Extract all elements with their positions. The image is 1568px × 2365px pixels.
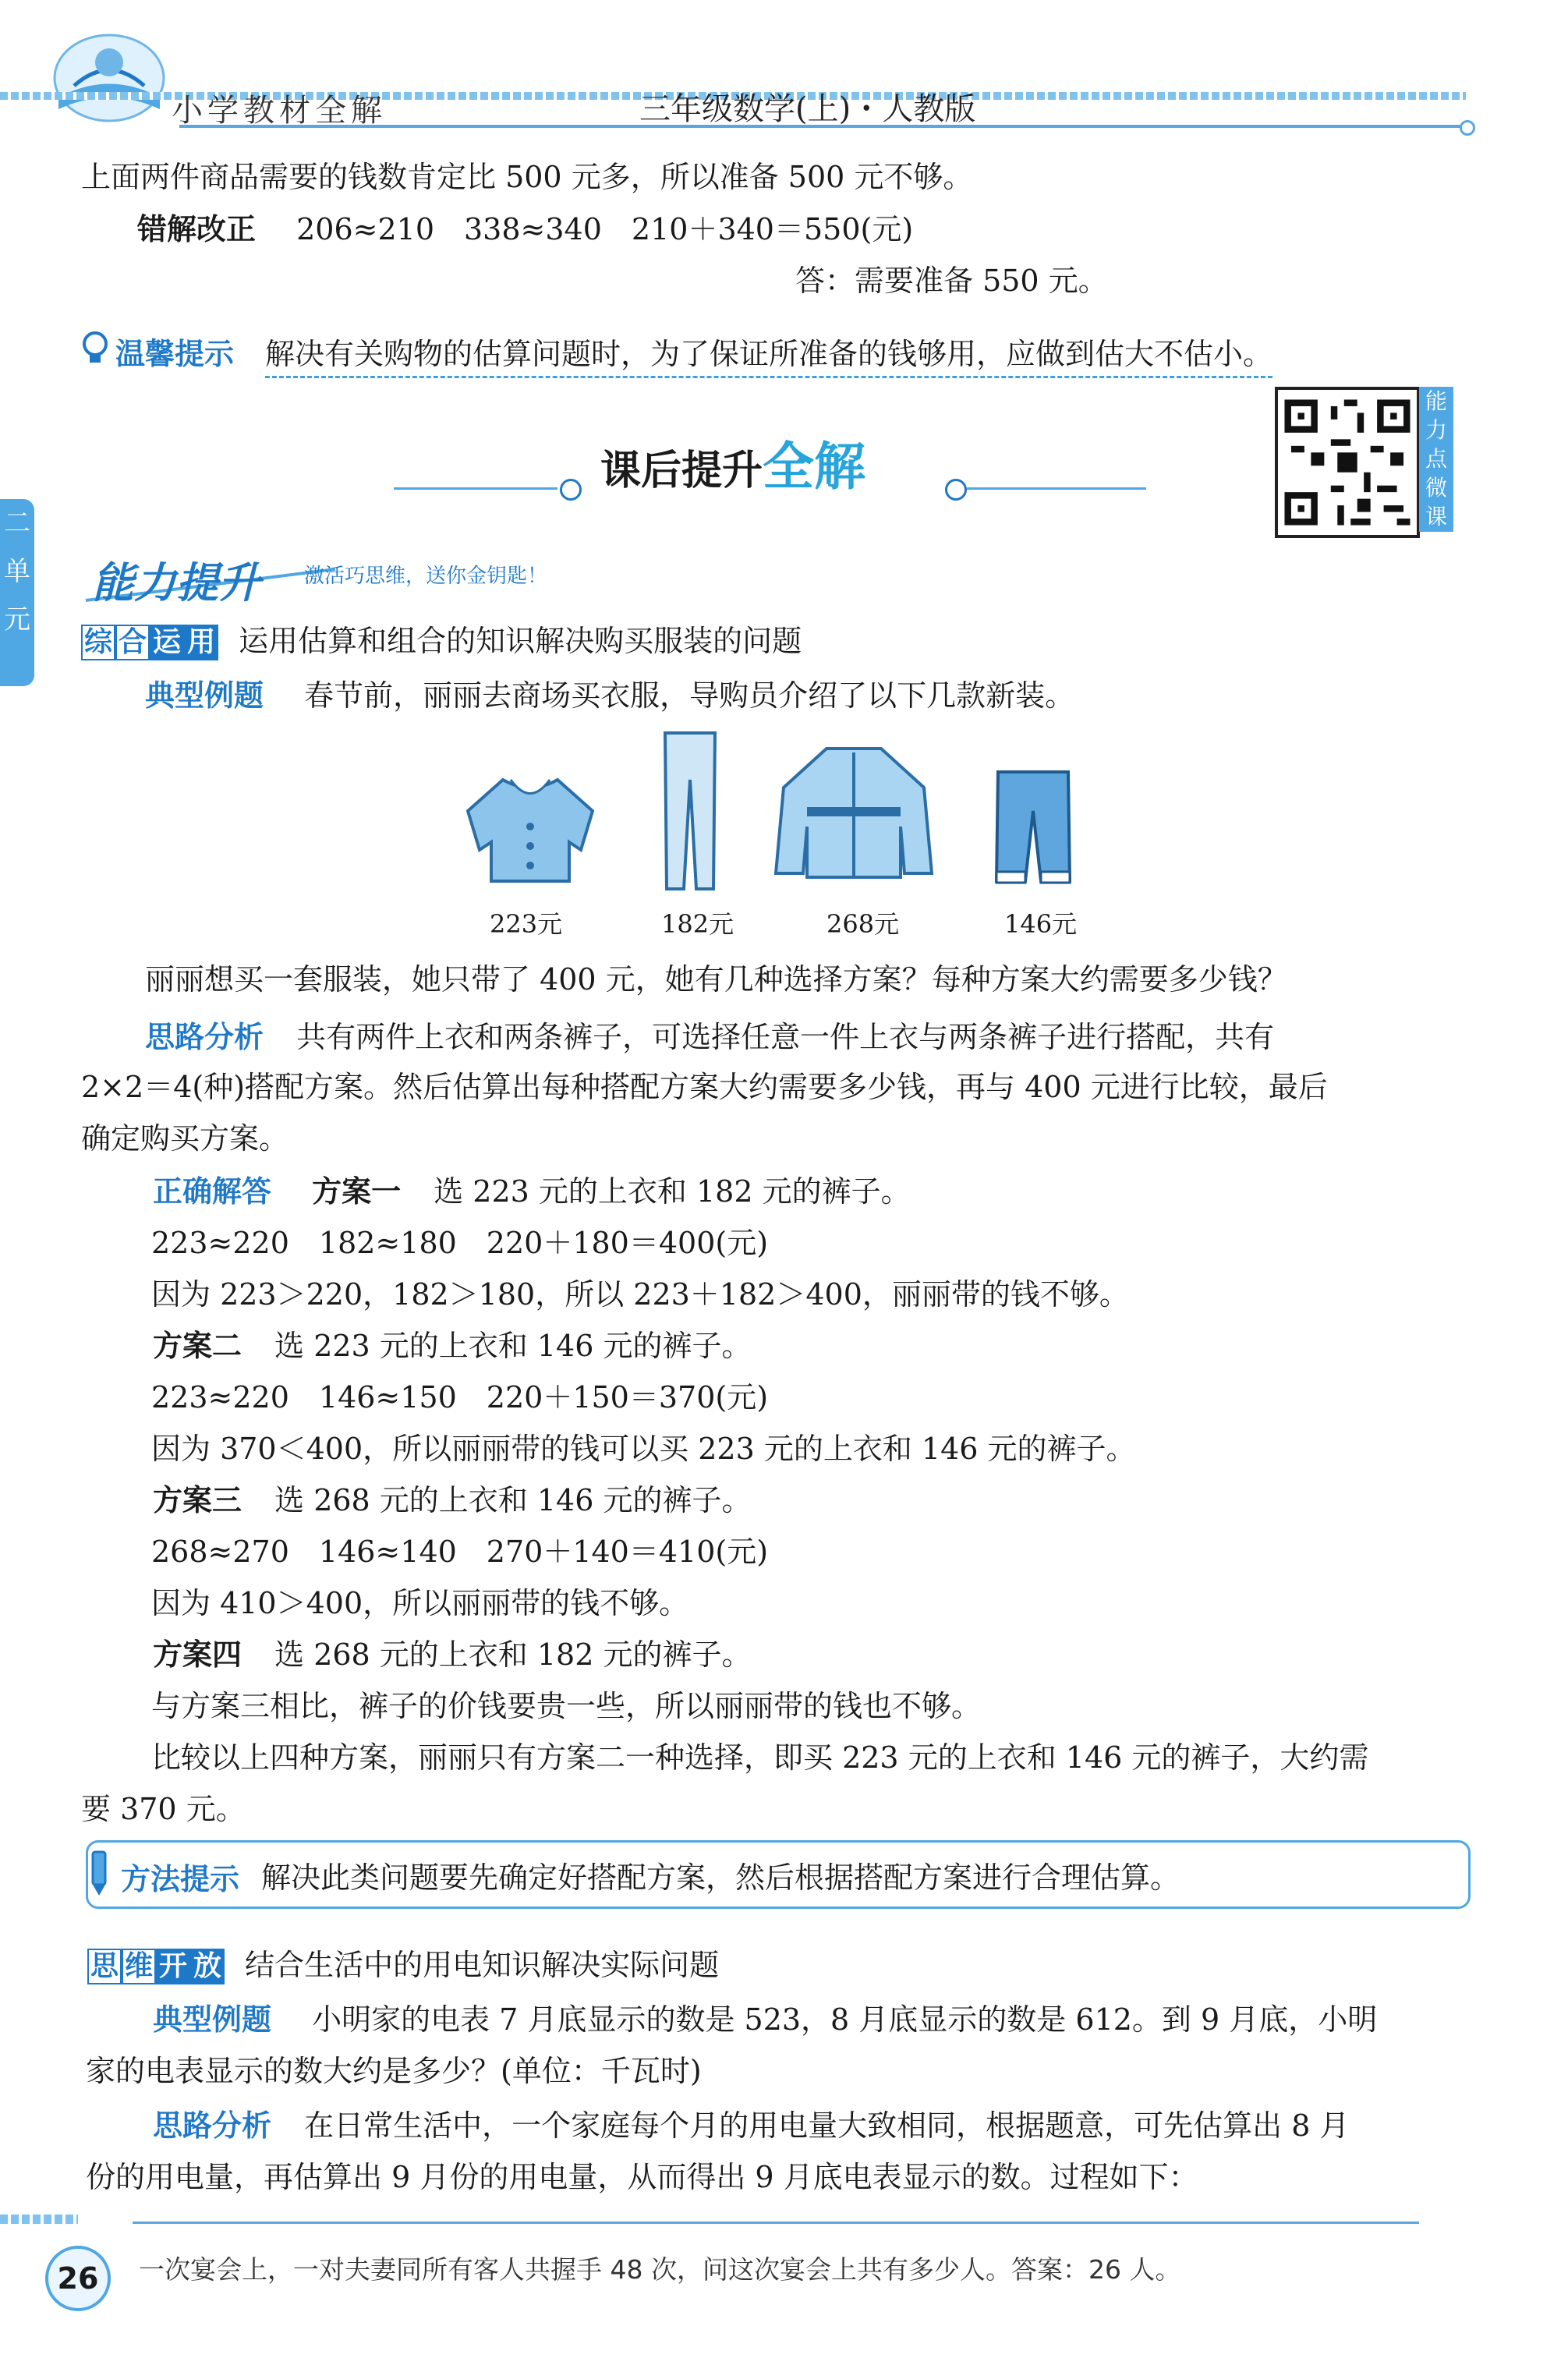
plan-text: 选 223 元的上衣和 182 元的裤子。 — [434, 1174, 911, 1209]
method-tip-text: 解决此类问题要先确定好搭配方案，然后根据搭配方案进行合理估算。 — [261, 1860, 1180, 1895]
topic1-heading — [81, 616, 802, 666]
price-pants: 146元 — [1004, 909, 1078, 939]
unit-side-tab — [0, 499, 34, 686]
footer-rule — [133, 2222, 1419, 2224]
topic1-example — [145, 671, 1074, 720]
plan-text: 选 223 元的上衣和 146 元的裤子。 — [274, 1329, 752, 1363]
topic2-example-row2: 家的电表显示的数大约是多少？(单位：千瓦时) — [86, 2054, 702, 2088]
book-title: 三年级数学(上)・人教版 — [639, 91, 976, 127]
analysis-row2: 2×2＝4(种)搭配方案。然后估算出每种搭配方案大约需要多少钱，再与 400 元进行比较，最后 — [81, 1070, 1328, 1104]
plan2-calc: 223≈220 146≈150 220＋150＝370(元) — [151, 1380, 769, 1414]
intro-line: 上面两件商品需要的钱数肯定比 500 元多，所以准备 500 元不够。 — [81, 160, 973, 194]
correction-row — [137, 204, 913, 254]
qr-label-char: 点 — [1425, 446, 1447, 472]
banner-rule-left — [394, 487, 557, 490]
plan-text: 选 268 元的上衣和 146 元的裤子。 — [274, 1483, 752, 1517]
analysis-text: 在日常生活中，一个家庭每个月的用电量大致相同，根据题意，可先估算出 8 月 — [304, 2108, 1350, 2143]
topic2-analysis-row1 — [153, 2101, 1349, 2151]
plan2-reason: 因为 370＜400，所以丽丽带的钱可以买 223 元的上衣和 146 元的裤子。 — [151, 1432, 1136, 1466]
ability-subtitle: 激活巧思维，送你金钥匙！ — [304, 565, 548, 588]
banner-prefix: 课后提升 — [600, 448, 763, 494]
topic-tag-char: 开 — [156, 1949, 190, 1984]
banner-dot-right — [945, 479, 967, 501]
example-label: 典型例题 — [153, 2002, 272, 2037]
series-title: 小学教材全解 — [172, 93, 387, 129]
qr-label-char: 课 — [1425, 504, 1447, 529]
section-banner — [600, 425, 865, 499]
answer-label: 正确解答 — [153, 1174, 272, 1209]
analysis-row3: 确定购买方案。 — [81, 1121, 289, 1156]
example-text: 小明家的电表 7 月底显示的数是 523，8 月底显示的数是 612。到 9 月底，小明 — [312, 2002, 1378, 2037]
jeans-icon — [659, 725, 721, 897]
price-jacket: 268元 — [826, 909, 900, 939]
banner-dot-left — [560, 479, 582, 501]
qr-code-icon[interactable] — [1275, 387, 1420, 538]
conclusion-line1: 比较以上四种方案，丽丽只有方案二一种选择，即买 223 元的上衣和 146 元的裤子，大约需 — [151, 1740, 1369, 1775]
plan1-calc: 223≈220 182≈180 220＋180＝400(元) — [151, 1226, 769, 1260]
topic-tag-char: 放 — [190, 1949, 225, 1984]
footer-bar — [0, 2215, 78, 2224]
banner-rule-right — [967, 487, 1146, 490]
example-label: 典型例题 — [145, 678, 264, 713]
topic2-heading — [87, 1940, 719, 1990]
correction-body: 206≈210 338≈340 210＋340＝550(元) — [296, 212, 914, 246]
side-tab-char: 二 — [4, 508, 30, 539]
qr-label-char: 力 — [1425, 417, 1447, 443]
lightbulb-icon — [78, 327, 112, 369]
conclusion-line2: 要 370 元。 — [81, 1792, 246, 1826]
qr-label-char: 微 — [1425, 475, 1447, 501]
topic1-title: 运用估算和组合的知识解决购买服装的问题 — [239, 624, 802, 658]
blouse-icon — [456, 764, 604, 889]
pants-icon — [990, 764, 1076, 889]
topic-tag-char: 用 — [184, 625, 218, 660]
price-jeans: 182元 — [661, 909, 734, 939]
answer-row — [153, 1167, 911, 1216]
qr-label-char: 能 — [1425, 388, 1447, 414]
plan3-reason: 因为 410＞400，所以丽丽带的钱不够。 — [151, 1586, 689, 1620]
qr-label — [1419, 387, 1453, 532]
plan4-reason: 与方案三相比，裤子的价钱要贵一些，所以丽丽带的钱也不够。 — [151, 1689, 982, 1723]
header-rule-end — [1460, 120, 1475, 136]
topic-tag-char: 思 — [87, 1949, 122, 1984]
plan-label: 方案四 — [153, 1637, 242, 1672]
topic-tag-char: 合 — [115, 625, 150, 660]
topic2-title: 结合生活中的用电知识解决实际问题 — [245, 1948, 720, 1982]
example-text: 春节前，丽丽去商场买衣服，导购员介绍了以下几款新装。 — [304, 678, 1075, 713]
correction-label: 错解改正 — [137, 212, 257, 246]
plan3-calc: 268≈270 146≈140 270＋140＝410(元) — [151, 1535, 769, 1569]
analysis-row1 — [145, 1012, 1274, 1062]
topic2-example-row1 — [153, 1995, 1377, 2045]
method-tip-label: 方法提示 — [121, 1862, 240, 1896]
method-tip-box — [86, 1840, 1471, 1909]
plan2-row — [153, 1321, 752, 1371]
plan-label: 方案二 — [153, 1329, 242, 1363]
warm-tip-label: 温馨提示 — [115, 337, 235, 371]
footer-riddle: 一次宴会上，一对夫妻同所有客人共握手 48 次，问这次宴会上共有多少人。答案：26 人。 — [139, 2254, 1181, 2285]
plan-label: 方案三 — [153, 1483, 242, 1517]
side-tab-char: 元 — [4, 604, 30, 636]
side-tab-char: 单 — [4, 556, 30, 587]
pencil-icon — [83, 1849, 115, 1897]
plan-label: 方案一 — [312, 1174, 402, 1209]
ability-title: 能力提升 — [92, 558, 260, 607]
question: 丽丽想买一套服装，她只带了 400 元，她有几种选择方案？每种方案大约需要多少钱？ — [145, 962, 1287, 997]
banner-highlight: 全解 — [763, 437, 866, 497]
plan1-reason: 因为 223＞220，182＞180，所以 223＋182＞400，丽丽带的钱不够。 — [151, 1277, 1129, 1312]
topic-tag-char: 维 — [122, 1949, 156, 1984]
price-blouse: 223元 — [490, 909, 563, 939]
analysis-label: 思路分析 — [145, 1020, 264, 1054]
topic-tag-char: 运 — [150, 625, 184, 660]
warm-tip — [78, 324, 1388, 372]
warm-tip-text: 解决有关购物的估算问题时，为了保证所准备的钱够用，应做到估大不估小。 — [265, 330, 1272, 378]
topic2-analysis-row2: 份的用电量，再估算出 9 月份的用电量，从而得出 9 月底电表显示的数。过程如下： — [86, 2160, 1198, 2194]
analysis-label: 思路分析 — [153, 2108, 272, 2143]
book-logo-icon — [43, 23, 175, 133]
analysis-text: 共有两件上衣和两条裤子，可选择任意一件上衣与两条裤子进行搭配，共有 — [296, 1020, 1275, 1054]
page-number: 26 — [45, 2246, 111, 2311]
correction-answer: 答：需要准备 550 元。 — [795, 264, 1108, 298]
plan-text: 选 268 元的上衣和 182 元的裤子。 — [274, 1637, 752, 1672]
topic-tag-char: 综 — [81, 625, 115, 660]
plan4-row — [153, 1630, 752, 1680]
jacket-icon — [772, 741, 936, 881]
plan3-row — [153, 1475, 752, 1525]
